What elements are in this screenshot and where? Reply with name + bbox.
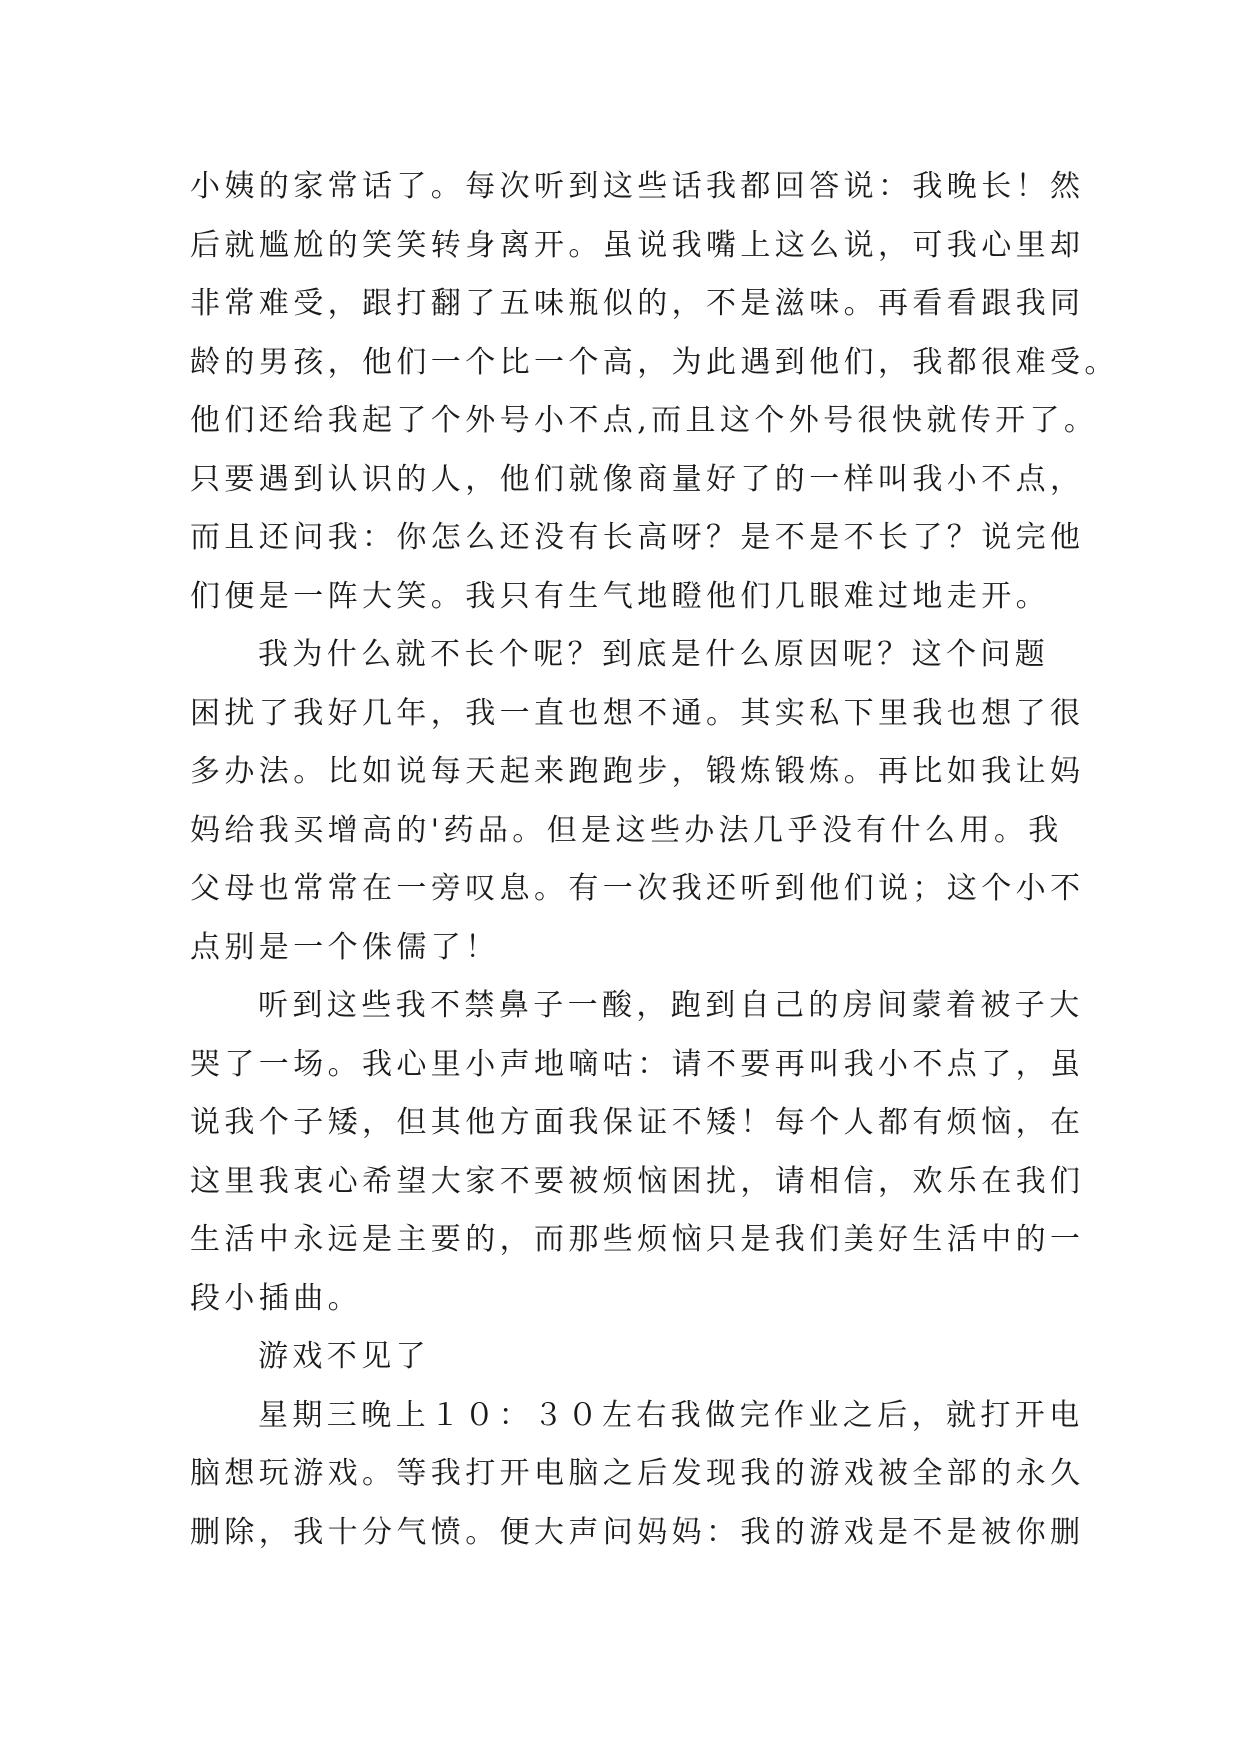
text-line: 我为什么就不长个呢？到底是什么原因呢？这个问题 bbox=[258, 637, 1050, 672]
text-line: 妈给我买增高的'药品。但是这些办法几乎没有什么用。我 bbox=[190, 812, 1063, 848]
text-line: 父母也常常在一旁叹息。有一次我还听到他们说；这个小不 bbox=[190, 871, 1085, 906]
text-line: 说我个子矮，但其他方面我保证不矮！每个人都有烦恼，在 bbox=[190, 1105, 1085, 1140]
text-line: 星期三晚上１０：３０左右我做完作业之后，就打开电 bbox=[258, 1397, 1084, 1433]
text-line: 只要遇到认识的人，他们就像商量好了的一样叫我小不点， bbox=[190, 461, 1085, 497]
text-line: 多办法。比如说每天起来跑跑步，锻炼锻炼。再比如我让妈 bbox=[190, 754, 1085, 789]
text-line: 他们还给我起了个外号小不点,而且这个外号很快就传开了。 bbox=[190, 403, 1099, 438]
text-line: 生活中永远是主要的，而那些烦恼只是我们美好生活中的一 bbox=[190, 1222, 1085, 1257]
text-line: 后就尴尬的笑笑转身离开。虽说我嘴上这么说，可我心里却 bbox=[190, 227, 1085, 263]
text-line: 而且还问我：你怎么还没有长高呀？是不是不长了？说完他 bbox=[190, 520, 1085, 555]
text-line: 听到这些我不禁鼻子一酸，跑到自己的房间蒙着被子大 bbox=[258, 988, 1084, 1023]
text-line: 这里我衷心希望大家不要被烦恼困扰，请相信，欢乐在我们 bbox=[190, 1163, 1085, 1199]
text-line: 脑想玩游戏。等我打开电脑之后发现我的游戏被全部的永久 bbox=[190, 1456, 1085, 1491]
body-text bbox=[190, 158, 1119, 1562]
text-line: 删除，我十分气愤。便大声问妈妈：我的游戏是不是被你删 bbox=[190, 1514, 1085, 1550]
text-line: 游戏不见了 bbox=[258, 1339, 430, 1374]
text-line: 小姨的家常话了。每次听到这些话我都回答说：我晚长！然 bbox=[190, 169, 1085, 204]
text-line: 龄的男孩，他们一个比一个高，为此遇到他们，我都很难受。 bbox=[190, 344, 1119, 380]
text-line: 段小插曲。 bbox=[190, 1280, 362, 1316]
text-line: 点别是一个侏儒了！ bbox=[190, 929, 500, 965]
text-line: 哭了一场。我心里小声地嘀咕：请不要再叫我小不点了，虽 bbox=[190, 1046, 1085, 1082]
text-line: 们便是一阵大笑。我只有生气地瞪他们几眼难过地走开。 bbox=[190, 578, 1050, 614]
text-line: 非常难受，跟打翻了五味瓶似的，不是滋味。再看看跟我同 bbox=[190, 286, 1085, 321]
text-line: 困扰了我好几年，我一直也想不通。其实私下里我也想了很 bbox=[190, 695, 1085, 731]
